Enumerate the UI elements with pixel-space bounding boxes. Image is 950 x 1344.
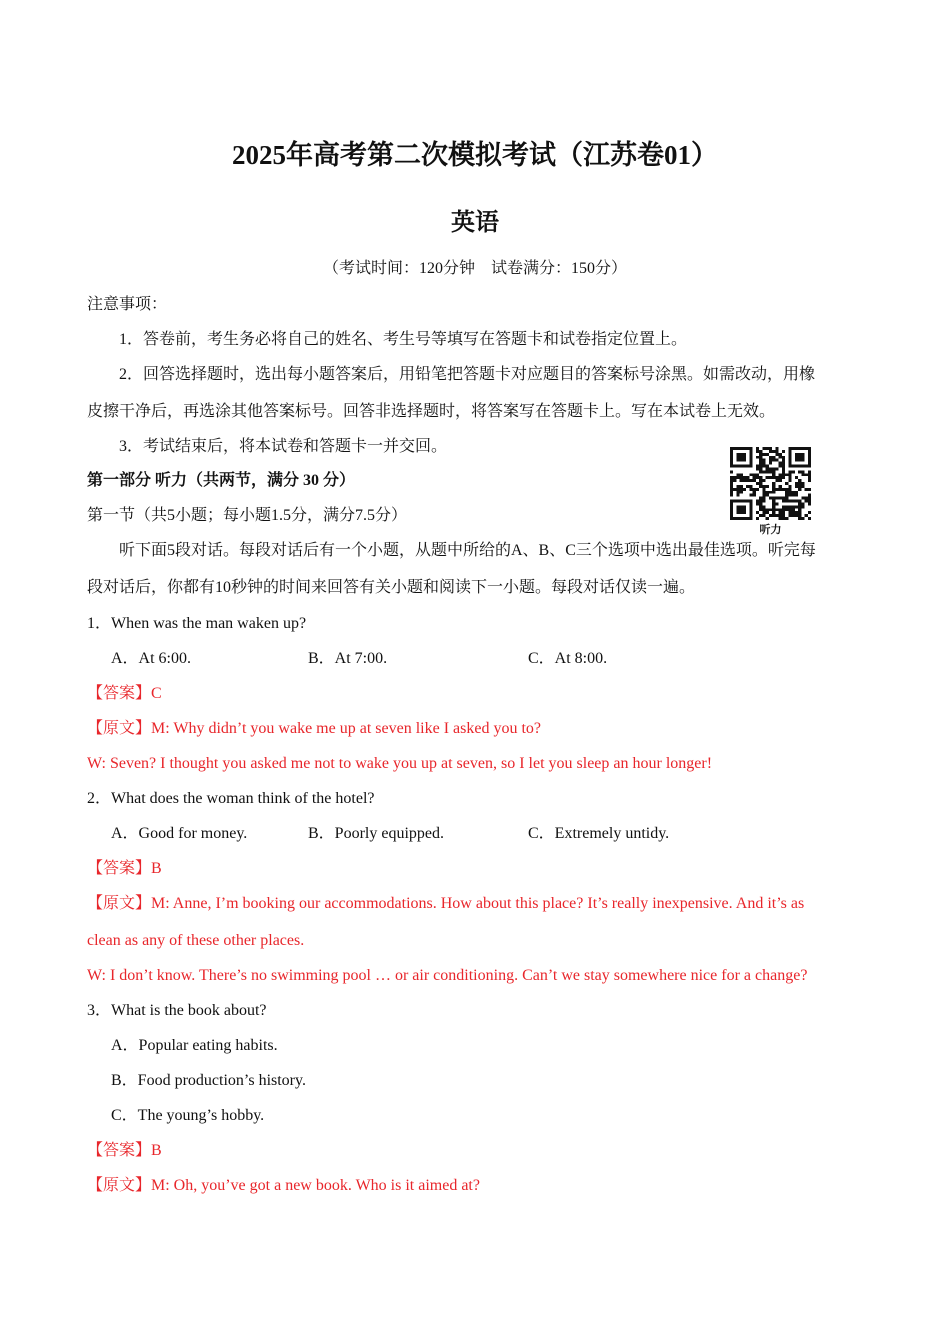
page-title: 2025年高考第二次模拟考试（江苏卷01） <box>232 140 718 170</box>
question-1-stem: 1．When was the man waken up? <box>87 615 307 632</box>
question-2-option-c: C．Extremely untidy. <box>528 825 670 842</box>
question-2-answer: 【答案】B <box>87 860 162 877</box>
listening-instructions-cont: 段对话后，你都有10秒钟的时间来回答有关小题和阅读下一小题。每段对话仅读一遍。 <box>87 579 696 596</box>
question-1-answer: 【答案】C <box>87 685 162 702</box>
question-1-option-c: C．At 8:00. <box>528 650 608 667</box>
question-2-option-a: A．Good for money. <box>111 825 248 842</box>
question-3-answer: 【答案】B <box>87 1142 162 1159</box>
question-2-option-b: B．Poorly equipped. <box>308 825 444 842</box>
notice-item-2-cont: 皮擦干净后，再选涂其他答案标号。回答非选择题时，将答案写在答题卡上。写在本试卷上无效。 <box>87 403 776 420</box>
question-1-option-b: B．At 7:00. <box>308 650 388 667</box>
question-3-option-c: C．The young’s hobby. <box>111 1107 265 1124</box>
notice-heading: 注意事项： <box>87 296 168 313</box>
question-2-transcript-1: 【原文】M: Anne, I’m booking our accommodations. How about this place? It’s really inexpensive. And it’s as <box>87 895 805 912</box>
part1-heading: 第一部分 听力（共两节，满分 30 分） <box>87 472 356 489</box>
question-3-option-a: A．Popular eating habits. <box>111 1037 278 1054</box>
qr-caption: 听力 <box>759 523 782 536</box>
question-1-option-a: A．At 6:00. <box>111 650 192 667</box>
question-3-option-b: B．Food production’s history. <box>111 1072 306 1089</box>
question-2-transcript-2: clean as any of these other places. <box>87 932 305 949</box>
question-2-stem: 2．What does the woman think of the hotel? <box>87 790 375 807</box>
question-3-stem: 3．What is the book about? <box>87 1002 267 1019</box>
question-1-transcript-2: W: Seven? I thought you asked me not to wake you up at seven, so I let you sleep an hour longer! <box>87 755 713 772</box>
exam-info: （考试时间：120分钟 试卷满分：150分） <box>322 260 627 277</box>
question-2-transcript-3: W: I don’t know. There’s no swimming pool … or air conditioning. Can’t we stay somewhere nice for a change? <box>87 967 808 984</box>
question-3-transcript-1: 【原文】M: Oh, you’ve got a new book. Who is it aimed at? <box>87 1177 480 1194</box>
notice-item-2: 2．回答选择题时，选出每小题答案后，用铅笔把答题卡对应题目的答案标号涂黑。如需改动，用橡 <box>119 366 816 383</box>
qr-code-icon <box>730 447 811 520</box>
question-1-transcript-1: 【原文】M: Why didn’t you wake me up at seven like I asked you to? <box>87 720 541 737</box>
section1-heading: 第一节（共5小题；每小题1.5分，满分7.5分） <box>87 507 408 524</box>
subject-title: 英语 <box>451 210 499 236</box>
listening-instructions: 听下面5段对话。每段对话后有一个小题，从题中所给的A、B、C三个选项中选出最佳选项。听完每 <box>119 542 816 559</box>
notice-item-1: 1．答卷前，考生务必将自己的姓名、考生号等填写在答题卡和试卷指定位置上。 <box>119 331 688 348</box>
notice-item-3: 3．考试结束后，将本试卷和答题卡一并交回。 <box>119 438 448 455</box>
